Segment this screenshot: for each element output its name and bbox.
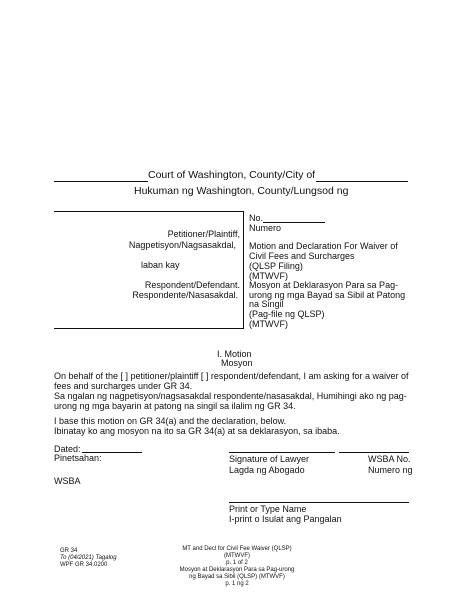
- respondent-label-tagalog: Respondente/Nasasakdal.: [132, 290, 238, 300]
- form-title-tl-line-4: (Pag-file ng QLSP): [249, 309, 325, 319]
- footer-page-number-tagalog: p. 1 ng 2: [225, 581, 249, 587]
- form-title-line-4: (MTWVF): [249, 271, 288, 281]
- print-name-label: Print or Type Name: [229, 504, 307, 514]
- county-blank-left: [54, 181, 148, 182]
- case-numero-label: Numero: [249, 223, 282, 233]
- court-line: Court of Washington, County/City of: [148, 169, 316, 181]
- motion-paragraph-line-2: fees and surcharges under GR 34.: [54, 381, 193, 391]
- county-blank-right[interactable]: [316, 181, 408, 182]
- motion-paragraph-line-1: On behalf of the [ ] petitioner/plaintiff [ ] respondent/defendant, I am asking for a waiver of: [54, 371, 409, 381]
- caption-top-line: [54, 211, 244, 212]
- lawyer-signature-label-tagalog: Lagda ng Abogado: [229, 465, 305, 475]
- basis-paragraph-tagalog: Ibinatay ko ang mosyon na ito sa GR 34(a) at sa deklarasyon, sa ibaba.: [54, 426, 340, 436]
- case-no-label: No.: [249, 213, 264, 223]
- form-title-tl-line-1: Mosyon at Deklarasyon Para sa Pag-: [249, 280, 399, 290]
- print-name-label-tagalog: I-print o Isulat ang Pangalan: [229, 514, 342, 524]
- motion-paragraph-tl-line-2: urong ng mga bayarin at patong na singil sa ilalim ng GR 34.: [54, 401, 296, 411]
- petitioner-label: Petitioner/Plaintiff,: [167, 229, 240, 239]
- dated-label: Dated:: [54, 444, 81, 454]
- petitioner-label-tagalog: Nagpetisyon/Nagsasakdal,: [128, 240, 236, 250]
- footer-title-code: (MTWVF): [224, 553, 250, 559]
- section-heading: I. Motion: [217, 349, 252, 359]
- section-heading-tagalog: Mosyon: [221, 358, 253, 368]
- vs-label-tagalog: laban kay: [141, 260, 180, 270]
- wsba-number-label-tagalog: Numero ng: [368, 465, 413, 475]
- wsba-label: WSBA: [54, 476, 81, 486]
- footer-form-number: WPF GR 34.0200: [60, 562, 108, 568]
- caption-divider: [243, 211, 244, 329]
- print-name-field[interactable]: [229, 502, 409, 503]
- lawyer-signature-field[interactable]: [229, 452, 335, 453]
- form-title-line-2: Civil Fees and Surcharges: [249, 251, 355, 261]
- motion-paragraph-tl-line-1: Sa ngalan ng nagpetisyon/nagsasakdal respondente/nasasakdal, Humihingi ako ng pag-: [54, 391, 407, 401]
- footer-title: MT and Decl for Civil Fee Waiver (QLSP): [182, 546, 292, 552]
- footer-rule-number: GR 34: [60, 548, 78, 554]
- form-title-tl-line-5: (MTWVF): [249, 319, 288, 329]
- footer-title-tagalog-2: ng Bayad sa Sibil (QLSP) (MTWVF): [189, 574, 285, 580]
- respondent-label: Respondent/Defendant.: [144, 280, 240, 290]
- footer-title-tagalog: Mosyon at Deklarasyon Para sa Pag-urong: [179, 567, 295, 573]
- lawyer-signature-label: Signature of Lawyer: [229, 454, 310, 464]
- form-title-line-1: Motion and Declaration For Waiver of: [249, 241, 398, 251]
- dated-label-tagalog: Pinetsahan:: [54, 453, 102, 463]
- form-title-line-3: (QLSP Filing): [249, 261, 303, 271]
- form-title-tl-line-3: na Singil: [249, 299, 284, 309]
- caption-bottom-line: [54, 328, 244, 329]
- court-line-tagalog: Hukuman ng Washington, County/Lungsod ng: [134, 185, 349, 197]
- wsba-number-label: WSBA No.: [368, 454, 411, 464]
- form-title-tl-line-2: urong ng mga Bayad sa Sibil at Patong: [249, 290, 406, 300]
- basis-paragraph: I base this motion on GR 34(a) and the declaration, below.: [54, 416, 287, 426]
- footer-page-number: p. 1 of 2: [226, 560, 248, 566]
- footer-form-version: To (04/2021) Tagalog: [60, 555, 117, 561]
- wsba-number-field[interactable]: [339, 452, 409, 453]
